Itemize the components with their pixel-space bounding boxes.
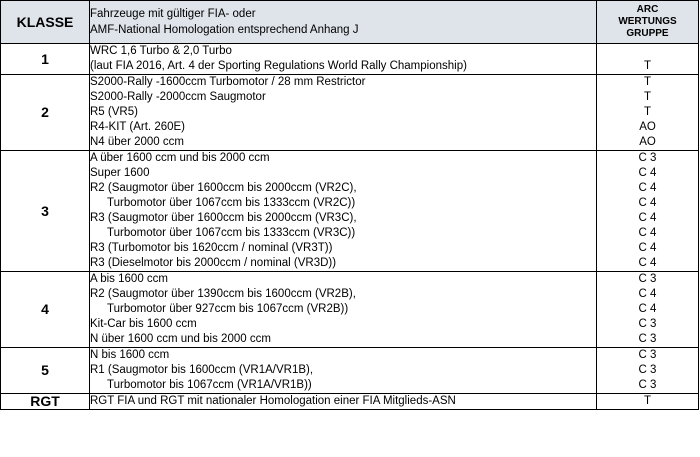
wertungsgruppe-cell: [597, 272, 699, 348]
vehicle-line: A bis 1600 ccm: [90, 273, 168, 285]
header-arc-line2: WERTUNGS: [618, 16, 677, 27]
vehicle-line: Super 1600: [90, 167, 150, 179]
vehicle-line: Turbomotor über 1067ccm bis 1333ccm (VR3C)): [107, 227, 356, 239]
group-value: AO: [639, 121, 656, 133]
group-value: T: [643, 60, 652, 72]
group-value: T: [643, 395, 652, 407]
vehicle-line: R3 (Dieselmotor bis 2000ccm / nominal (VR3D)): [90, 257, 337, 269]
vehicle-line: R4-KIT (Art. 260E): [90, 121, 186, 133]
vehicle-line: R2 (Saugmotor über 1390ccm bis 1600ccm (VR2B),: [90, 288, 356, 300]
vehicle-line: R5 (VR5): [90, 106, 138, 118]
group-value: AO: [639, 136, 656, 148]
wertungsgruppe-cell: [597, 75, 699, 151]
group-value: T: [643, 106, 652, 118]
header-fahrzeuge-line1: Fahrzeuge mit gültiger FIA- oder: [90, 8, 256, 20]
table-row-klasse-1: [1, 44, 699, 75]
group-value: C 4: [638, 288, 657, 300]
vehicle-line: N über 1600 ccm und bis 2000 ccm: [90, 333, 271, 345]
vehicle-line: R3 (Turbomotor bis 1620ccm / nominal (VR3T)): [90, 242, 333, 254]
group-value: T: [643, 91, 652, 103]
group-value: T: [643, 76, 652, 88]
klasse-cell: 3: [1, 151, 90, 272]
table-row-klasse-2: [1, 75, 699, 151]
table-row-klasse-3: [1, 151, 699, 272]
fahrzeuge-cell: [90, 348, 597, 394]
klasse-cell: RGT: [1, 394, 90, 410]
wertungsgruppe-cell: [597, 394, 699, 410]
vehicle-line: Turbomotor über 927ccm bis 1067ccm (VR2B)): [107, 303, 349, 315]
vehicle-line: R3 (Saugmotor über 1600ccm bis 2000ccm (VR3C),: [90, 212, 357, 224]
vehicle-line: S2000-Rally -1600ccm Turbomotor / 28 mm Restrictor: [90, 76, 366, 88]
fahrzeuge-cell: [90, 75, 597, 151]
table-row-klasse-5: [1, 348, 699, 394]
header-arc-line3: GRUPPE: [626, 28, 669, 39]
vehicle-line: S2000-Rally -2000ccm Saugmotor: [90, 91, 266, 103]
wertungsgruppe-cell: [597, 44, 699, 75]
group-value: C 4: [638, 303, 657, 315]
vehicle-line: Turbomotor bis 1067ccm (VR1A/VR1B)): [107, 379, 312, 391]
header-klasse: KLASSE: [1, 1, 90, 44]
group-value: C 4: [638, 197, 657, 209]
group-value: C 3: [638, 364, 657, 376]
group-value: C 4: [638, 227, 657, 239]
group-value: C 4: [638, 242, 657, 254]
table-row-klasse-rgt: [1, 394, 699, 410]
fahrzeuge-cell: [90, 44, 597, 75]
vehicle-line: Kit-Car bis 1600 ccm: [90, 318, 197, 330]
group-value: C 3: [638, 318, 657, 330]
vehicle-line: R1 (Saugmotor bis 1600ccm (VR1A/VR1B),: [90, 364, 314, 376]
vehicle-line: Turbomotor über 1067ccm bis 1333ccm (VR2C)): [107, 197, 356, 209]
group-value: C 4: [638, 182, 657, 194]
vehicle-line: A über 1600 ccm und bis 2000 ccm: [90, 152, 270, 164]
group-value: C 3: [638, 379, 657, 391]
fahrzeuge-cell: [90, 151, 597, 272]
group-value: C 3: [638, 273, 657, 285]
vehicle-line: RGT FIA und RGT mit nationaler Homologation einer FIA Mitglieds-ASN: [90, 395, 456, 407]
fahrzeuge-cell: [90, 394, 597, 410]
fahrzeuge-cell: [90, 272, 597, 348]
wertungsgruppe-cell: [597, 348, 699, 394]
header-arc-wertungsgruppe: [597, 1, 699, 44]
group-value: [597, 44, 698, 59]
wertungsgruppe-cell: [597, 151, 699, 272]
vehicle-line: WRC 1,6 Turbo & 2,0 Turbo: [90, 45, 232, 57]
header-row: [1, 1, 699, 44]
vehicle-line: (laut FIA 2016, Art. 4 der Sporting Regulations World Rally Championship): [90, 60, 467, 72]
klasse-cell: 5: [1, 348, 90, 394]
group-value: C 4: [638, 167, 657, 179]
header-fahrzeuge: [90, 1, 597, 44]
table-row-klasse-4: [1, 272, 699, 348]
vehicle-line: R2 (Saugmotor über 1600ccm bis 2000ccm (VR2C),: [90, 182, 357, 194]
vehicle-line: N4 über 2000 ccm: [90, 136, 184, 148]
klasse-cell: 2: [1, 75, 90, 151]
group-value: C 4: [638, 257, 657, 269]
klasse-cell: 1: [1, 44, 90, 75]
group-value: C 4: [638, 212, 657, 224]
header-fahrzeuge-line2: AMF-National Homologation entsprechend Anhang J: [90, 24, 359, 36]
header-arc-line1: ARC: [636, 4, 659, 15]
group-value: C 3: [638, 333, 657, 345]
group-value: C 3: [638, 152, 657, 164]
vehicle-line: N bis 1600 ccm: [90, 349, 170, 361]
group-value: C 3: [638, 349, 657, 361]
klasse-cell: 4: [1, 272, 90, 348]
